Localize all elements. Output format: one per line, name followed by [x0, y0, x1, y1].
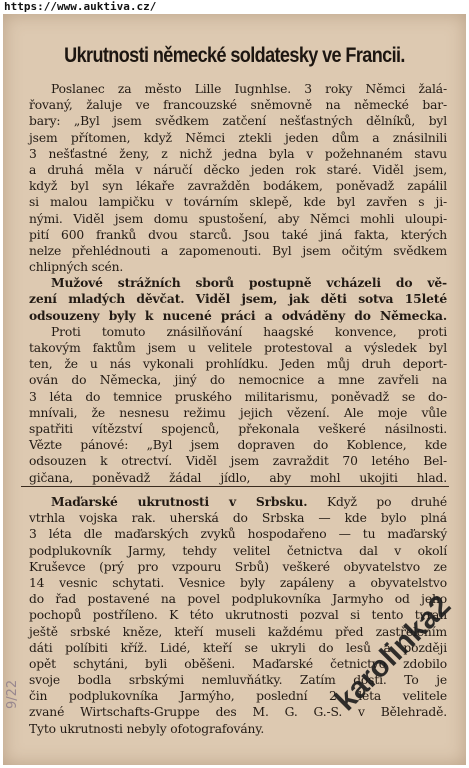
bold-paragraph-line: Mužové strážních sborů postupně vcházeli do vě-	[51, 275, 447, 291]
paragraph-line: 14 vesnic schytati. Vesnice byly zapáleny a obyvatelstvo	[29, 575, 447, 590]
paragraph-line: Proti tomuto znásilňování haagské konvence, proti	[51, 324, 447, 339]
paragraph-line: Kruševce (prý pro vzpouru Srbů) veškeré obyvatelstvo ze	[29, 559, 447, 574]
section-serbia	[29, 494, 447, 737]
paragraph-line: Poslanec za město Lille Iugnhlse. 3 roky Němci žalá-	[51, 82, 447, 96]
section-serbia-first-rest: Když po druhé	[307, 495, 447, 509]
paragraph-line: vtrhla vojska rak. uherská do Srbska — kde bylo plná	[29, 511, 447, 526]
source-url: https://www.auktiva.cz/	[0, 0, 469, 14]
paragraph-line: 3 léta dle maďarských zvyků hospodařeno — tu maďarský	[29, 527, 447, 542]
paragraph-line: spatřiti vítězství spojenců, překonala veškeré násilnosti.	[29, 421, 447, 436]
section-divider	[21, 486, 449, 487]
paragraph-line: svoje bodla srbskými nemluvňátky. Zatím dosti. To je	[29, 673, 447, 688]
paragraph-line: a druhá měla v náručí děcko jeden rok staré. Viděl jsem,	[29, 162, 447, 177]
paragraph-line: chlipných scén.	[29, 260, 124, 275]
section-serbia-first-line	[29, 494, 447, 510]
paragraph-line: bary: „Byl jsem svědkem zatčení nešťastných dělníků, byl	[29, 114, 447, 129]
pencil-note: 9/22	[5, 679, 20, 709]
paragraph-line: nelze přehlédnouti a zapomenouti. Byl jsem očitým svědkem	[29, 243, 447, 258]
paragraph-line: gičana, poněvadž žádal jídlo, aby mohl ukojiti hlad.	[29, 470, 447, 485]
paragraph-line: zvané Wirtschafts-Gruppe des M. G. G.-S. v Bělehradě.	[29, 705, 447, 720]
seller-watermark: karolinka2	[328, 589, 458, 718]
paragraph-line: řovaný, žaluje ve francouzské sněmovně na německé bar-	[29, 98, 447, 113]
paragraph-line: nými. Viděl jsem domu spustošení, aby Němci mohli uloupi-	[29, 211, 447, 226]
paragraph-line: Vězte pánové: „Byl jsem dopraven do Koblence, kde	[29, 438, 447, 453]
paragraph-line: ještě srbské kněze, kteří museli každému před zastřelením	[29, 624, 447, 639]
paragraph-line: pochopů postříleno. K této ukrutnosti pozval si tento tyran	[29, 608, 447, 623]
paragraph-line: když byl syn lékaře zavražděn bodákem, poněvadž zapálil	[29, 179, 447, 194]
paragraph-line: takovým faktům jsem u velitele protestoval a výsledek byl	[29, 341, 447, 355]
paragraph-line: si malou lampičku v továrním sklepě, kde byl zavřen s ji-	[29, 195, 447, 210]
paragraph-line: podplukovník Jarmy, tehdy velitel četnictva dal v okolí	[29, 543, 447, 558]
paragraph-line: 3 nešťastné ženy, z nichž jedna byla v požehnaném stavu	[29, 146, 447, 161]
paragraph-line: pití 600 franků dvou starců. Jsou také jiná fakta, kterých	[29, 227, 447, 242]
section-lille	[29, 81, 447, 486]
paragraph-line: do řad postavené na povel podplukovníka Jarmyho od jeho	[29, 592, 447, 607]
paragraph-line: odsouzen k otrectví. Viděl jsem zavraždit 70 letého Bel-	[29, 454, 447, 469]
section-serbia-heading: Maďarské ukrutnosti v Srbsku.	[51, 494, 308, 509]
page-title: Ukrutnosti německé soldatesky ve Francii.	[64, 44, 405, 67]
paragraph-line: jsem přítomen, když Němci ztekli jeden dům a znásilnili	[29, 130, 447, 145]
paragraph-line: ován do Německa, jiný do nemocnice a mne zavřeli na	[29, 373, 447, 388]
paragraph-line: dáti políbiti kříž. Lidé, kteří se ukryli do lesů a později	[29, 640, 447, 655]
paragraph-line: 3 léta do temnice pruského militarismu, poněvadž se do-	[29, 389, 447, 404]
paragraph-line: ten, že u nás vykonali prohlídku. Jeden můj druh deport-	[29, 357, 447, 372]
bold-paragraph-line: odsouzeny byly k nucené práci a odváděny do Německa.	[29, 307, 447, 323]
paragraph-line: opět schytáni, byli oběšeni. Maďarské četnictvo zdobilo	[29, 656, 447, 671]
paragraph-line: Tyto ukrutnosti nebyly ofotografovány.	[29, 721, 265, 736]
paragraph-line: mnívali, že nesnesu režimu jejich vězení. Ale moje vůle	[29, 405, 447, 420]
paragraph-line: čin podplukovníka Jarmýho, poslední 2 léta velitele	[29, 689, 447, 704]
document-page	[3, 14, 466, 765]
bold-paragraph-line: zení mladých děvčat. Viděl jsem, jak děti sotva 15leté	[29, 291, 447, 307]
